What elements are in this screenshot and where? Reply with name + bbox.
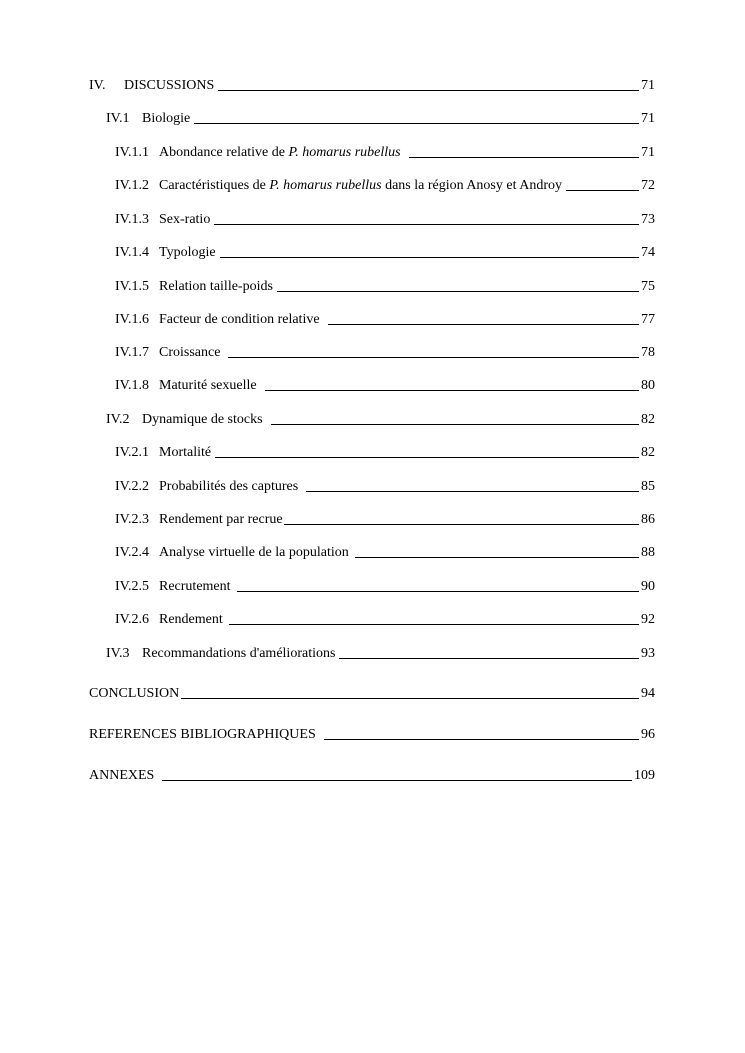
toc-entry-iv-1-7[interactable] <box>115 345 655 361</box>
toc-title <box>159 145 401 161</box>
toc-page-number: 94 <box>641 686 655 701</box>
toc-page-number: 90 <box>641 579 655 594</box>
toc-title: Probabilités des captures <box>159 479 299 494</box>
toc-page-number: 78 <box>641 345 655 360</box>
toc-number: IV.1.2 <box>115 178 149 193</box>
toc-leader-line <box>218 90 639 91</box>
toc-leader-line <box>355 557 639 558</box>
toc-page-number: 86 <box>641 512 655 527</box>
toc-entry-iv-1-5[interactable] <box>115 279 655 295</box>
toc-page-number: 74 <box>641 245 655 260</box>
toc-leader-line <box>277 291 639 292</box>
toc-page-number: 75 <box>641 279 655 294</box>
toc-entry-iv-1-1[interactable] <box>115 145 655 161</box>
toc-title: Typologie <box>159 245 216 260</box>
toc-title <box>159 178 562 194</box>
toc-title: Biologie <box>142 111 191 126</box>
toc-entry-iv-2[interactable] <box>106 412 655 428</box>
toc-number: IV.2.2 <box>115 479 149 494</box>
toc-entry-annexes[interactable] <box>89 768 655 784</box>
toc-leader-line <box>215 457 639 458</box>
toc-page-number: 77 <box>641 312 655 327</box>
toc-page-number: 72 <box>641 178 655 193</box>
toc-title: Recrutement <box>159 579 231 594</box>
toc-page-number: 109 <box>634 768 655 783</box>
toc-leader-line <box>220 257 639 258</box>
toc-title-text: Abondance relative de <box>159 145 289 160</box>
toc-leader-line <box>284 524 639 525</box>
toc-entry-iv-2-1[interactable] <box>115 445 655 461</box>
toc-page-number: 92 <box>641 612 655 627</box>
toc-number: IV.1.3 <box>115 212 149 227</box>
toc-title: Mortalité <box>159 445 212 460</box>
toc-page-number: 80 <box>641 378 655 393</box>
toc-title: Relation taille-poids <box>159 279 273 294</box>
toc-leader-line <box>214 224 639 225</box>
toc-page-number: 96 <box>641 727 655 742</box>
toc-entry-iv-2-2[interactable] <box>115 479 655 495</box>
toc-entry-iv-1-8[interactable] <box>115 378 655 394</box>
toc-number: IV.1.5 <box>115 279 149 294</box>
toc-title-species: P. homarus rubellus <box>269 178 382 193</box>
toc-entry-iv-2-5[interactable] <box>115 579 655 595</box>
toc-number: IV.1.7 <box>115 345 149 360</box>
toc-title: REFERENCES BIBLIOGRAPHIQUES <box>89 727 316 742</box>
toc-entry-iv-1[interactable] <box>106 111 655 127</box>
toc-title: Sex-ratio <box>159 212 211 227</box>
toc-title: Rendement par recrue <box>159 512 283 527</box>
toc-number: IV. <box>89 78 106 93</box>
toc-leader-line <box>265 390 639 391</box>
toc-title: Rendement <box>159 612 223 627</box>
toc-leader-line <box>228 357 639 358</box>
toc-number: IV.2.3 <box>115 512 149 527</box>
toc-page-number: 85 <box>641 479 655 494</box>
toc-page-number: 71 <box>641 78 655 93</box>
toc-leader-line <box>306 491 639 492</box>
toc-number: IV.2.4 <box>115 545 149 560</box>
toc-number: IV.1 <box>106 111 130 126</box>
toc-number: IV.2 <box>106 412 130 427</box>
toc-title: Maturité sexuelle <box>159 378 257 393</box>
toc-leader-line <box>194 123 639 124</box>
toc-number: IV.2.5 <box>115 579 149 594</box>
toc-entry-iv-2-3[interactable] <box>115 512 655 528</box>
toc-entry-iv[interactable] <box>89 78 655 94</box>
toc-title: ANNEXES <box>89 768 155 783</box>
toc-leader-line <box>229 624 639 625</box>
toc-number: IV.1.1 <box>115 145 149 160</box>
toc-title-species: P. homarus rubellus <box>288 145 401 160</box>
toc-page-number: 71 <box>641 111 655 126</box>
toc-page-number: 71 <box>641 145 655 160</box>
toc-number: IV.2.1 <box>115 445 149 460</box>
toc-page-number: 82 <box>641 445 655 460</box>
toc-title: Facteur de condition relative <box>159 312 320 327</box>
toc-title: DISCUSSIONS <box>124 78 215 93</box>
toc-leader-line <box>162 780 632 781</box>
toc-entry-iv-3[interactable] <box>106 646 655 662</box>
toc-leader-line <box>237 591 639 592</box>
toc-title: Croissance <box>159 345 221 360</box>
toc-entry-iv-1-4[interactable] <box>115 245 655 261</box>
toc-title: CONCLUSION <box>89 686 180 701</box>
toc-page-number: 88 <box>641 545 655 560</box>
toc-number: IV.3 <box>106 646 130 661</box>
toc-leader-line <box>339 658 639 659</box>
toc-leader-line <box>566 190 639 191</box>
toc-entry-conclusion[interactable] <box>89 686 655 702</box>
toc-leader-line <box>324 739 639 740</box>
toc-number: IV.1.4 <box>115 245 149 260</box>
toc-title-text-after: dans la région Anosy et Androy <box>381 178 562 193</box>
toc-leader-line <box>271 424 639 425</box>
toc-entry-iv-2-4[interactable] <box>115 545 655 561</box>
toc-title: Dynamique de stocks <box>142 412 263 427</box>
toc-number: IV.1.8 <box>115 378 149 393</box>
toc-number: IV.2.6 <box>115 612 149 627</box>
toc-leader-line <box>409 157 639 158</box>
toc-entry-iv-1-3[interactable] <box>115 212 655 228</box>
toc-page-number: 73 <box>641 212 655 227</box>
toc-number: IV.1.6 <box>115 312 149 327</box>
toc-title: Recommandations d'améliorations <box>142 646 336 661</box>
toc-entry-iv-1-6[interactable] <box>115 312 655 328</box>
toc-leader-line <box>328 324 639 325</box>
toc-page-number: 93 <box>641 646 655 661</box>
toc-page-number: 82 <box>641 412 655 427</box>
toc-entry-iv-2-6[interactable] <box>115 612 655 628</box>
toc-leader-line <box>181 698 639 699</box>
toc-title: Analyse virtuelle de la population <box>159 545 349 560</box>
toc-title-text: Caractéristiques de <box>159 178 270 193</box>
toc-entry-iv-1-2[interactable] <box>115 178 655 194</box>
toc-entry-references[interactable] <box>89 727 655 743</box>
